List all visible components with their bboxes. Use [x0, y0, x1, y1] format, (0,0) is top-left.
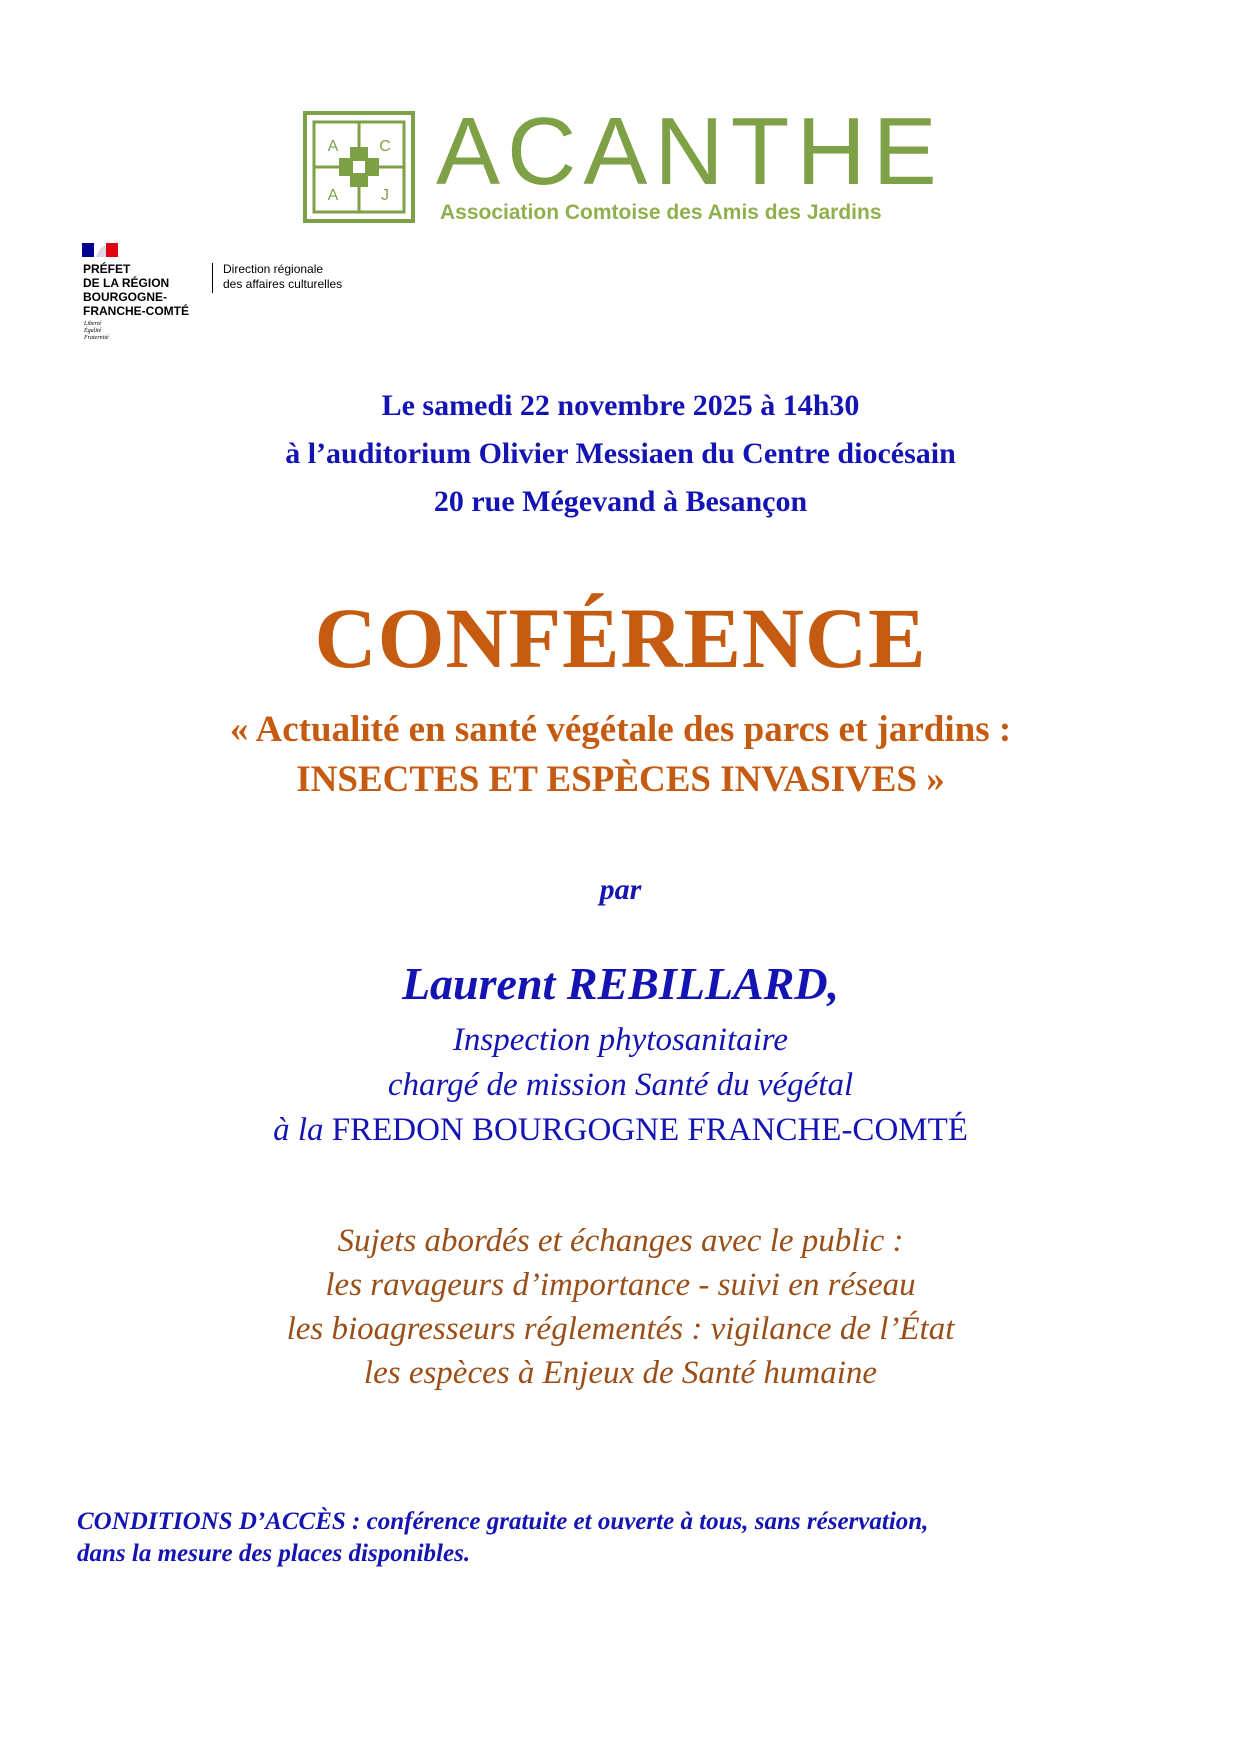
prefecture-name	[83, 262, 189, 318]
motto-line: Égalité	[84, 328, 102, 334]
speaker-role-prefix: à la	[273, 1112, 324, 1148]
event-address: 20 rue Mégevand à Besançon	[433, 485, 808, 518]
prefecture-line: FRANCHE-COMTÉ	[83, 304, 189, 318]
event-details	[0, 382, 1241, 526]
prefecture-divider	[212, 263, 213, 293]
subtitle-line: « Actualité en santé végétale des parcs et jardins :	[229, 709, 1012, 750]
drac-department	[223, 262, 342, 292]
topic-line: Sujets abordés et échanges avec le public :	[337, 1223, 904, 1259]
topics-list	[0, 1219, 1241, 1395]
speaker-role-organization	[0, 1108, 1241, 1153]
topic-line: les bioagresseurs réglementés : vigilance de l’État	[286, 1311, 955, 1347]
acanthe-tagline: Association Comtoise des Amis des Jardins	[440, 201, 882, 224]
acanthe-wordmark: ACANTHE	[436, 98, 944, 205]
republic-motto	[84, 321, 109, 342]
drac-line: Direction régionale	[223, 262, 324, 276]
topic-line: les ravageurs d’importance - suivi en réseau	[325, 1267, 916, 1303]
conference-title: CONFÉRENCE	[314, 590, 927, 686]
logo-letter-a2: A	[327, 187, 339, 204]
speaker-role: chargé de mission Santé du végétal	[387, 1067, 854, 1103]
subtitle-line: INSECTES ET ESPÈCES INVASIVES »	[296, 759, 945, 800]
access-line: dans la mesure des places disponibles.	[77, 1540, 471, 1567]
by-label: par	[599, 873, 642, 906]
speaker-name: Laurent REBILLARD,	[401, 958, 840, 1009]
motto-line: Fraternité	[84, 335, 109, 341]
speaker-roles	[0, 1018, 1241, 1153]
access-line: CONDITIONS D’ACCÈS : conférence gratuite et ouverte à tous, sans réservation,	[77, 1508, 929, 1535]
logo-letter-j: J	[381, 187, 389, 204]
speaker-organization: FREDON BOURGOGNE FRANCHE-COMTÉ	[331, 1112, 968, 1148]
prefecture-line: DE LA RÉGION	[83, 276, 170, 290]
prefecture-line: PRÉFET	[83, 262, 131, 276]
logo-letter-a1: A	[327, 138, 339, 155]
prefecture-line: BOURGOGNE-	[83, 290, 167, 304]
drac-line: des affaires culturelles	[223, 277, 343, 291]
marianne-flag-icon	[82, 243, 118, 257]
access-conditions	[77, 1506, 1197, 1570]
topic-line: les espèces à Enjeux de Santé humaine	[363, 1355, 878, 1391]
acanthe-logo-emblem	[303, 111, 415, 223]
event-date: Le samedi 22 novembre 2025 à 14h30	[381, 389, 860, 422]
motto-line: Liberté	[84, 321, 102, 327]
logo-letter-c: C	[379, 138, 391, 155]
event-venue: à l’auditorium Olivier Messiaen du Centre diocésain	[285, 437, 956, 470]
conference-subtitle	[0, 705, 1241, 805]
speaker-role: Inspection phytosanitaire	[452, 1022, 789, 1058]
